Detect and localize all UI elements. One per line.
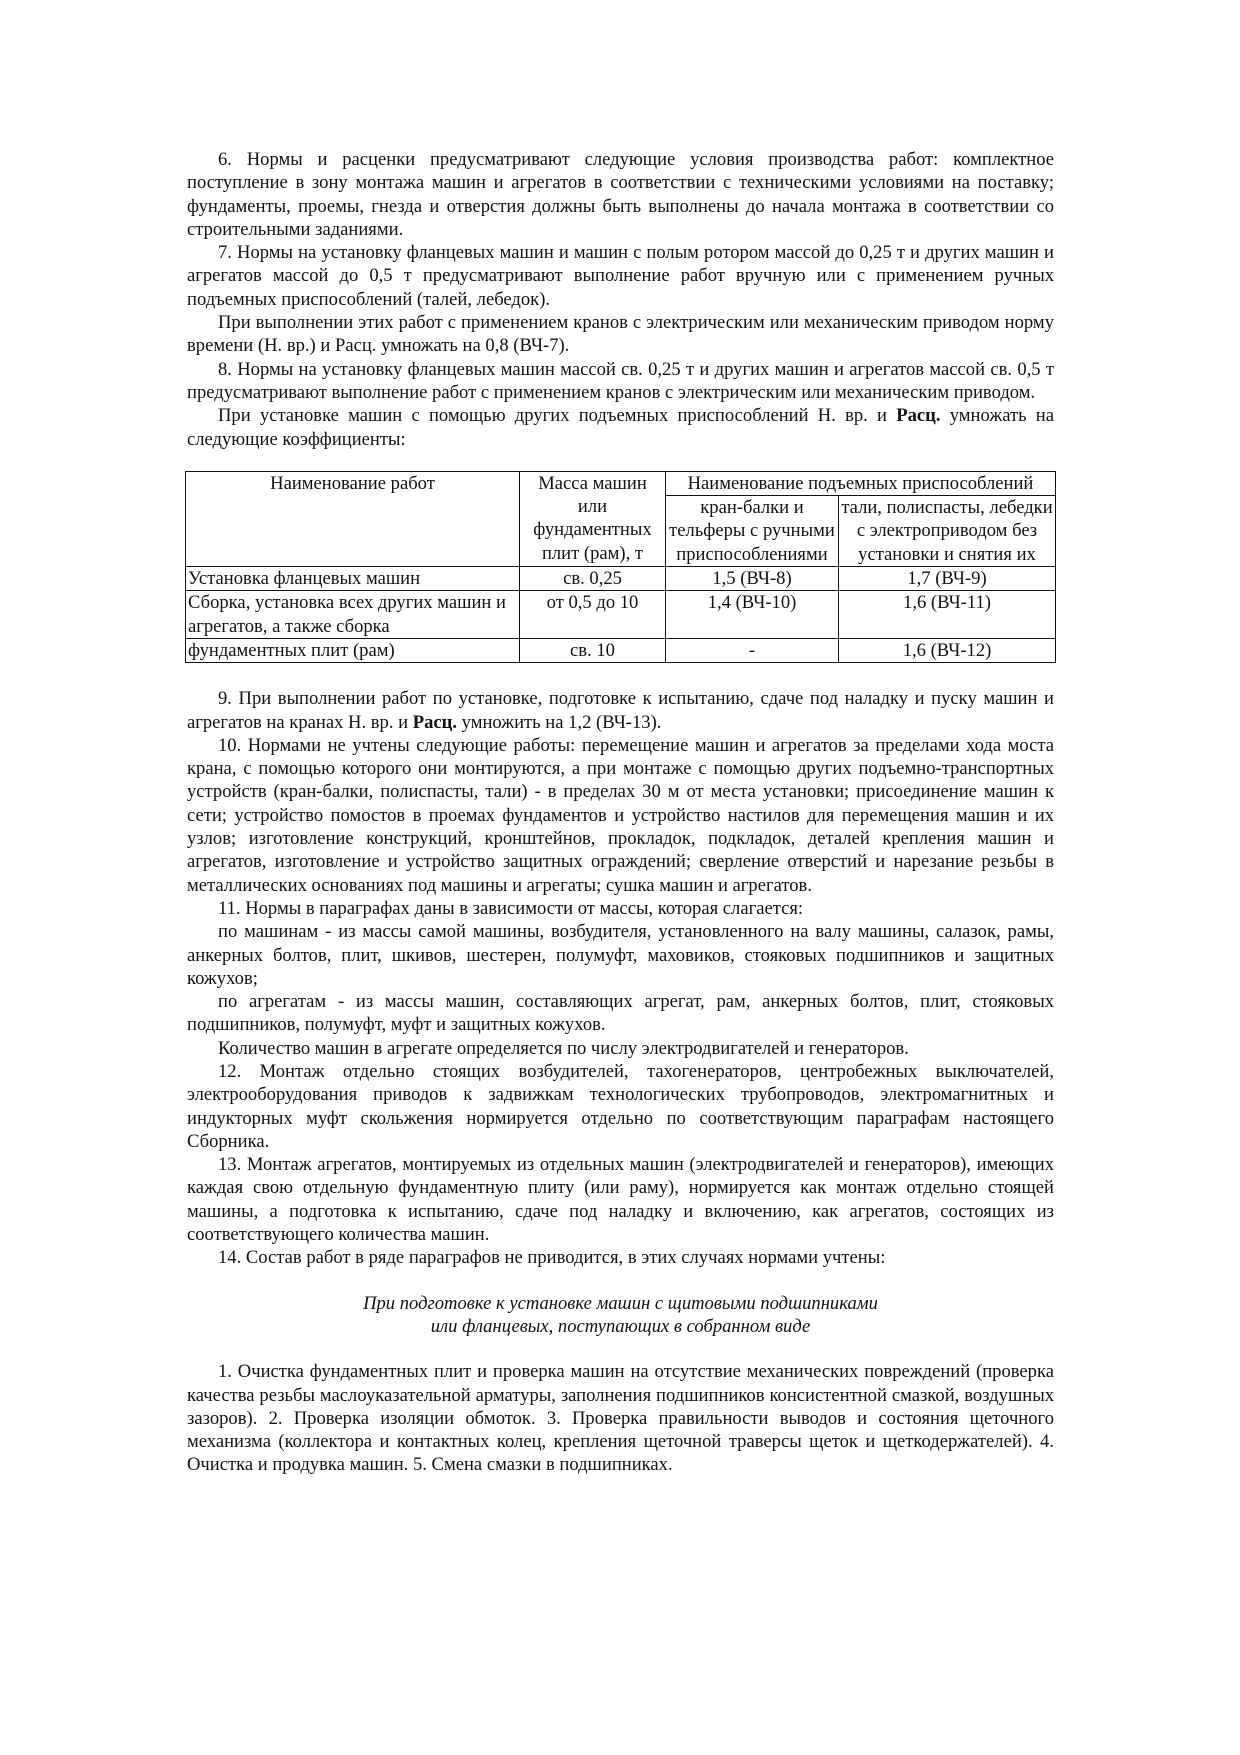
header-mass: Масса машин или фундаментных плит (рам), т bbox=[520, 471, 666, 566]
header-work-name: Наименование работ bbox=[186, 471, 520, 566]
row-value-2: 1,7 (ВЧ-9) bbox=[839, 567, 1056, 591]
row-name: Установка фланцевых машин bbox=[186, 567, 520, 591]
paragraph-9: 9. При выполнении работ по установке, подготовке к испытанию, сдаче под наладку и пуску машин и агрегатов на кранах Н. вр. и Расц. умножить на 1,2 (ВЧ-13). bbox=[187, 688, 1054, 733]
row-value-2: 1,6 (ВЧ-12) bbox=[839, 638, 1056, 662]
document-page bbox=[187, 148, 1054, 1477]
paragraph-10: 10. Нормами не учтены следующие работы: перемещение машин и агрегатов за пределами хода моста крана, с помощью которого они монтируются, а при монтаже с помощью других подъемно-транспортных устройств (кран-балки, полиспасты, тали) - в пределах 30 м от места установки; присоединение машин к сети; устройство помостов в проемах фундаментов и устройство настилов для перемещения машин и их узлов; изготовление конструкций, кронштейнов, прокладок, подкладок, деталей крепления машин и агрегатов, изготовление и устройство защитных ограждений; сверление отверстий и нарезание резьбы в металлических основаниях под машины и агрегаты; сушка машин и агрегатов. bbox=[187, 734, 1054, 896]
header-crane-beams: кран-балки и тельферы с ручными приспособлениями bbox=[666, 496, 839, 567]
caption-line-2: или фланцевых, поступающих в собранном виде bbox=[430, 1315, 811, 1337]
row-name: Сборка, установка всех других машин и агрегатов, а также сборка bbox=[186, 591, 520, 639]
paragraph-8: 8. Нормы на установку фланцевых машин массой св. 0,25 т и других машин и агрегатов массой св. 0,5 т предусматривают выполнение работ с применением кранов с электрическим или механическим приводом. bbox=[187, 358, 1054, 403]
paragraph-7-note: При выполнении этих работ с применением кранов с электрическим или механическим приводом норму времени (Н. вр.) и Расц. умножать на 0,8 (ВЧ-7). bbox=[187, 312, 1054, 357]
section-caption bbox=[187, 1292, 1054, 1339]
row-value-1: 1,4 (ВЧ-10) bbox=[666, 591, 839, 639]
row-value-1: 1,5 (ВЧ-8) bbox=[666, 567, 839, 591]
paragraph-11-aggregates: по агрегатам - из массы машин, составляющих агрегат, рам, анкерных болтов, плит, стояковых подшипников, полумуфт, муфт и защитных кожухов. bbox=[187, 991, 1054, 1036]
table-row bbox=[186, 638, 1056, 662]
row-name: фундаментных плит (рам) bbox=[186, 638, 520, 662]
paragraph-11: 11. Нормы в параграфах даны в зависимости от массы, которая слагается: bbox=[218, 897, 804, 919]
caption-line-1: При подготовке к установке машин с щитовыми подшипниками bbox=[363, 1292, 878, 1314]
header-hoists: тали, полиспасты, лебедки с электроприводом без установки и снятия их bbox=[839, 496, 1056, 567]
row-mass: св. 10 bbox=[520, 638, 666, 662]
table-header-row bbox=[186, 471, 1056, 495]
row-value-1: - bbox=[666, 638, 839, 662]
paragraph-11-machines: по машинам - из массы самой машины, возбудителя, установленного на валу машины, салазок, рамы, анкерных болтов, плит, шкивов, шестерен, полумуфт, маховиков, стояковых подшипников и защитных кожухов; bbox=[187, 921, 1054, 989]
row-mass: св. 0,25 bbox=[520, 567, 666, 591]
paragraph-6: 6. Нормы и расценки предусматривают следующие условия производства работ: комплектное поступление в зону монтажа машин и агрегатов в соответствии с техническими условиями на поставку; фундаменты, проемы, гнезда и отверстия должны быть выполнены до начала монтажа в соответствии со строительными заданиями. bbox=[187, 149, 1054, 240]
coefficients-table bbox=[185, 471, 1056, 663]
header-lifting-group: Наименование подъемных приспособлений bbox=[666, 471, 1056, 495]
paragraph-14: 14. Состав работ в ряде параграфов не приводится, в этих случаях нормами учтены: bbox=[218, 1247, 886, 1269]
paragraph-13: 13. Монтаж агрегатов, монтируемых из отдельных машин (электродвигателей и генераторов), имеющих каждая свою отдельную фундаментную плиту (или раму), нормируется как монтаж отдельно стоящей машины, а подготовка к испытанию, сдаче под наладку и включению, как агрегатов, состоящих из соответствующего количества машин. bbox=[187, 1154, 1054, 1246]
paragraph-coefficients: При установке машин с помощью других подъемных приспособлений Н. вр. и Расц. умножать на следующие коэффициенты: bbox=[187, 405, 1054, 450]
work-composition-paragraph: 1. Очистка фундаментных плит и проверка машин на отсутствие механических повреждений (проверка качества резьбы маслоуказательной арматуры, заполнения подшипников консистентной смазкой, воздушных зазоров). 2. Проверка изоляции обмоток. 3. Проверка правильности выводов и состояния щеточного механизма (коллектора и контактных колец, крепления щеточной траверсы щеток и щеткодержателей). 4. Очистка и продувка машин. 5. Смена смазки в подшипниках. bbox=[187, 1361, 1054, 1476]
table-row bbox=[186, 567, 1056, 591]
paragraph-11-count: Количество машин в агрегате определяется по числу электродвигателей и генераторов. bbox=[218, 1037, 909, 1059]
paragraph-12: 12. Монтаж отдельно стоящих возбудителей, тахогенераторов, центробежных выключателей, электрооборудования приводов к задвижкам технологических трубопроводов, электромагнитных и индукторных муфт скольжения нормируется отдельно по соответствующим параграфам настоящего Сборника. bbox=[187, 1060, 1054, 1152]
row-value-2: 1,6 (ВЧ-11) bbox=[839, 591, 1056, 639]
table-row bbox=[186, 591, 1056, 639]
paragraph-7: 7. Нормы на установку фланцевых машин и машин с полым ротором массой до 0,25 т и других машин и агрегатов массой до 0,5 т предусматривают выполнение работ вручную или с применением ручных подъемных приспособлений (талей, лебедок). bbox=[187, 242, 1054, 310]
row-mass: от 0,5 до 10 bbox=[520, 591, 666, 639]
